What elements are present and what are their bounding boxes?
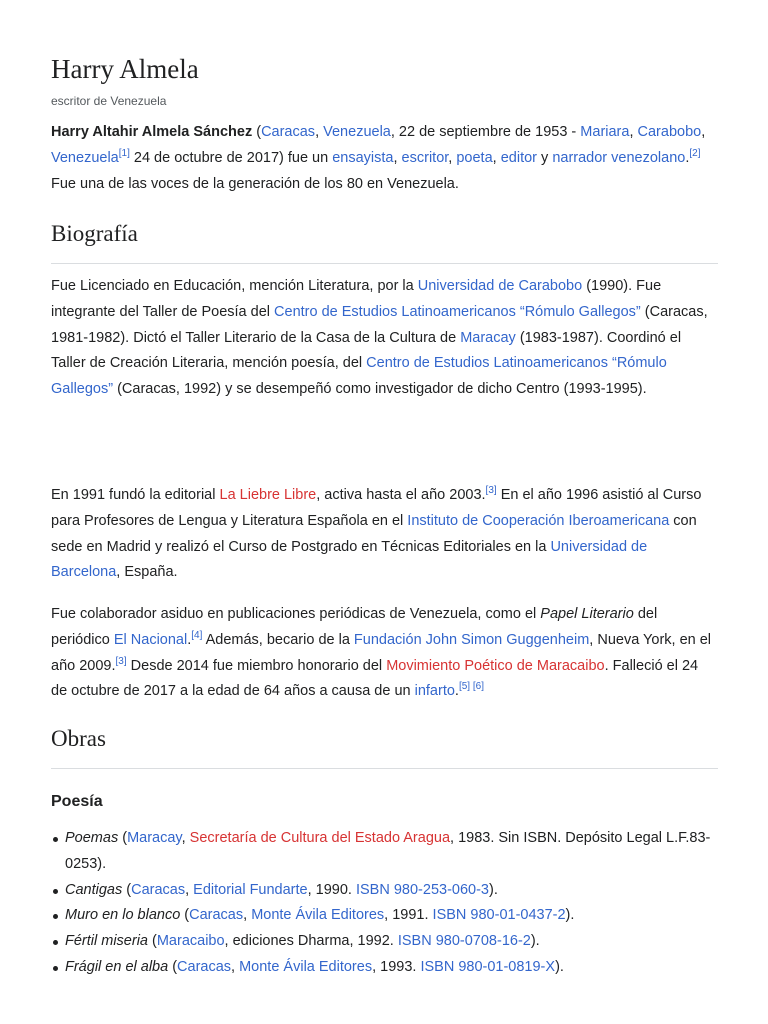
reference-link[interactable]: [2] xyxy=(689,147,701,159)
list-item: Poemas (Maracay, Secretaría de Cultura del Estado Aragua, 1983. Sin ISBN. Depósito Legal L.F.83-0253). xyxy=(65,826,732,878)
link-universidad-de-barcelona[interactable]: Universidad de Barcelona xyxy=(51,538,648,581)
link-el-nacional[interactable]: El Nacional xyxy=(113,631,188,648)
link-narrador-venezolano[interactable]: narrador venezolano xyxy=(552,149,686,166)
link-editor[interactable]: editor xyxy=(500,149,537,166)
link-caracas[interactable]: Caracas xyxy=(189,907,244,924)
link-poeta[interactable]: poeta xyxy=(456,149,493,166)
reference-link[interactable]: [4] xyxy=(191,629,203,641)
link-fundacion-guggenheim[interactable]: Fundación John Simon Guggenheim xyxy=(353,631,590,648)
section-heading-obras: Obras xyxy=(51,726,106,751)
link-infarto[interactable]: infarto xyxy=(414,683,455,700)
reference-link[interactable]: [1] xyxy=(118,147,130,159)
intro-paragraph: Harry Altahir Almela Sánchez (Caracas, Venezuela, 22 de septiembre de 1953 - Mariara, Carabobo, Venezuela[1] 24 de octubre de 2017) fue un ensayista, escritor, poeta, editor y narrador venezolano.[2] Fue una de las voces de la generación de los 80 en Venezuela. xyxy=(51,124,706,192)
list-item: Frágil en el alba (Caracas, Monte Ávila Editores, 1993. ISBN 980-01-0819-X). xyxy=(65,955,732,981)
biografia-paragraph-2: En 1991 fundó la editorial La Liebre Libre, activa hasta el año 2003.[3] En el año 1996 asistió al Curso para Profesores de Lengua y Literatura Española en el Instituto de Cooperación Iberoamericana con sede en Madrid y realizó el Curso de Postgrado en Técnicas Editoriales en la Universidad de Barcelona, España. xyxy=(51,485,702,581)
link-isbn[interactable]: ISBN 980-01-0437-2 xyxy=(432,907,566,924)
subject-name: Harry Altahir Almela Sánchez xyxy=(51,124,253,140)
section-divider xyxy=(51,263,718,264)
link-universidad-de-carabobo[interactable]: Universidad de Carabobo xyxy=(417,278,583,294)
link-la-liebre-libre[interactable]: La Liebre Libre xyxy=(219,487,317,503)
section-divider xyxy=(51,768,718,769)
link-mariara[interactable]: Mariara xyxy=(580,124,630,140)
list-item: Cantigas (Caracas, Editorial Fundarte, 1990. ISBN 980-253-060-3). xyxy=(65,878,732,904)
link-secretaria-de-cultura[interactable]: Secretaría de Cultura del Estado Aragua xyxy=(189,830,451,846)
link-isbn[interactable]: ISBN 980-253-060-3 xyxy=(355,881,489,898)
link-venezuela[interactable]: Venezuela xyxy=(51,149,119,166)
link-escritor[interactable]: escritor xyxy=(401,149,449,166)
link-movimiento-poetico[interactable]: Movimiento Poético de Maracaibo xyxy=(386,657,605,674)
work-title: Frágil en el alba xyxy=(65,958,169,975)
page-subtitle: escritor de Venezuela xyxy=(51,94,167,108)
work-title: Fértil miseria xyxy=(65,933,148,950)
link-centro-de-estudios[interactable]: Centro de Estudios Latinoamericanos “Rómulo Gallegos” xyxy=(274,303,641,320)
link-carabobo[interactable]: Carabobo xyxy=(637,124,702,140)
link-caracas[interactable]: Caracas xyxy=(177,958,232,975)
link-centro-de-estudios[interactable]: Centro de Estudios Latinoamericanos “Rómulo Gallegos” xyxy=(51,355,667,398)
link-ensayista[interactable]: ensayista xyxy=(332,149,394,166)
subsection-heading-poesia: Poesía xyxy=(51,793,103,810)
biografia-paragraph-1: Fue Licenciado en Educación, mención Literatura, por la Universidad de Carabobo (1990). Fue integrante del Taller de Poesía del Centro de Estudios Latinoamericanos “Rómulo Gallegos” (Caracas, 1981-1982). Dictó el Taller Literario de la Casa de la Cultura de Maracay (1983-1987). Coordinó el Taller de Creación Literaria, mención poesía, del Centro de Estudios Latinoamericanos “Rómulo Gallegos” (Caracas, 1992) y se desempeñó como investigador de dicho Centro (1993-1995). xyxy=(51,278,708,398)
link-maracaibo[interactable]: Maracaibo xyxy=(156,933,225,950)
link-isbn[interactable]: ISBN 980-0708-16-2 xyxy=(397,933,531,950)
link-monte-avila-editores[interactable]: Monte Ávila Editores xyxy=(251,907,385,924)
link-caracas[interactable]: Caracas xyxy=(261,124,316,140)
page-title: Harry Almela xyxy=(51,54,199,84)
reference-link[interactable]: [3] xyxy=(115,655,127,667)
work-title: Cantigas xyxy=(65,881,123,898)
work-title: Muro en lo blanco xyxy=(65,907,181,924)
link-maracay[interactable]: Maracay xyxy=(127,830,182,846)
list-item: Muro en lo blanco (Caracas, Monte Ávila Editores, 1991. ISBN 980-01-0437-2). xyxy=(65,903,732,929)
section-heading-biografia: Biografía xyxy=(51,221,138,246)
link-editorial-fundarte[interactable]: Editorial Fundarte xyxy=(193,881,308,898)
link-venezuela[interactable]: Venezuela xyxy=(323,124,391,140)
reference-link[interactable]: [6] xyxy=(472,681,484,693)
reference-link[interactable]: [5] xyxy=(458,681,471,693)
link-caracas[interactable]: Caracas xyxy=(131,881,186,898)
publication-title: Papel Literario xyxy=(540,606,634,622)
link-monte-avila-editores[interactable]: Monte Ávila Editores xyxy=(239,958,373,975)
work-title: Poemas xyxy=(65,830,119,846)
link-isbn[interactable]: ISBN 980-01-0819-X xyxy=(420,958,556,975)
list-item: Fértil miseria (Maracaibo, ediciones Dharma, 1992. ISBN 980-0708-16-2). xyxy=(65,929,732,955)
reference-link[interactable]: [3] xyxy=(485,485,497,497)
link-maracay[interactable]: Maracay xyxy=(460,329,516,346)
works-list xyxy=(51,826,732,981)
link-instituto-de-cooperacion[interactable]: Instituto de Cooperación Iberoamericana xyxy=(407,512,670,529)
biografia-paragraph-3: Fue colaborador asiduo en publicaciones periódicas de Venezuela, como el Papel Literario del periódico El Nacional.[4] Además, becario de la Fundación John Simon Guggenheim, Nueva York, en el año 2009.[3] Desde 2014 fue miembro honorario del Movimiento Poético de Maracaibo. Falleció el 24 de octubre de 2017 a la edad de 64 años a causa de un infarto.[5] [6] xyxy=(51,606,712,700)
